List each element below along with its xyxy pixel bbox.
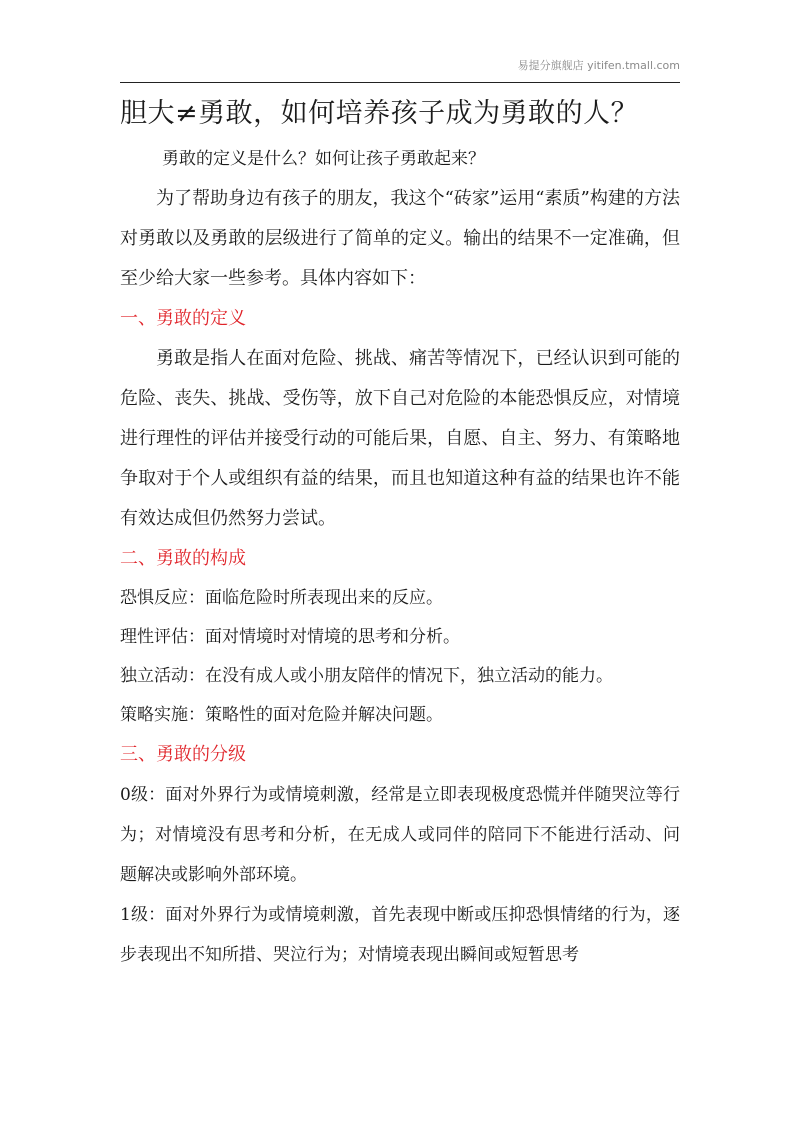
composition-item: 理性评估：面对情境时对情境的思考和分析。: [120, 627, 460, 647]
composition-item: 策略实施：策略性的面对危险并解决问题。: [120, 705, 443, 725]
document-body: [120, 92, 680, 975]
page-title: 胆大≠勇敢，如何培养孩子成为勇敢的人？: [120, 98, 639, 129]
level-paragraph: 1级：面对外界行为或情境刺激，首先表现中断或压抑恐惧情绪的行为，逐步表现出不知所措、哭泣行为；对情境表现出瞬间或短暂思考: [120, 905, 680, 965]
subtitle: 勇敢的定义是什么？如何让孩子勇敢起来？: [162, 149, 485, 169]
intro-paragraph: 为了帮助身边有孩子的朋友，我这个“砖家”运用“素质”构建的方法对勇敢以及勇敢的层级进行了简单的定义。输出的结果不一定准确，但至少给大家一些参考。具体内容如下：: [120, 188, 680, 289]
composition-item: 恐惧反应：面临危险时所表现出来的反应。: [120, 588, 443, 608]
definition-paragraph: 勇敢是指人在面对危险、挑战、痛苦等情况下，已经认识到可能的危险、丧失、挑战、受伤等，放下自己对危险的本能恐惧反应，对情境进行理性的评估并接受行动的可能后果，自愿、自主、努力、有策略地争取对于个人或组织有益的结果，而且也知道这种有益的结果也许不能有效达成但仍然努力尝试。: [120, 348, 680, 529]
section-heading-levels: 三、勇敢的分级: [120, 744, 246, 765]
header-rule: [120, 82, 680, 83]
header-watermark: 易提分旗舰店 yitifen.tmall.com: [517, 59, 680, 72]
composition-item: 独立活动：在没有成人或小朋友陪伴的情况下，独立活动的能力。: [120, 666, 613, 686]
section-heading-definition: 一、勇敢的定义: [120, 308, 246, 329]
level-paragraph: 0级：面对外界行为或情境刺激，经常是立即表现极度恐慌并伴随哭泣等行为；对情境没有思考和分析，在无成人或同伴的陪同下不能进行活动、问题解决或影响外部环境。: [120, 785, 680, 885]
section-heading-composition: 二、勇敢的构成: [120, 548, 246, 569]
